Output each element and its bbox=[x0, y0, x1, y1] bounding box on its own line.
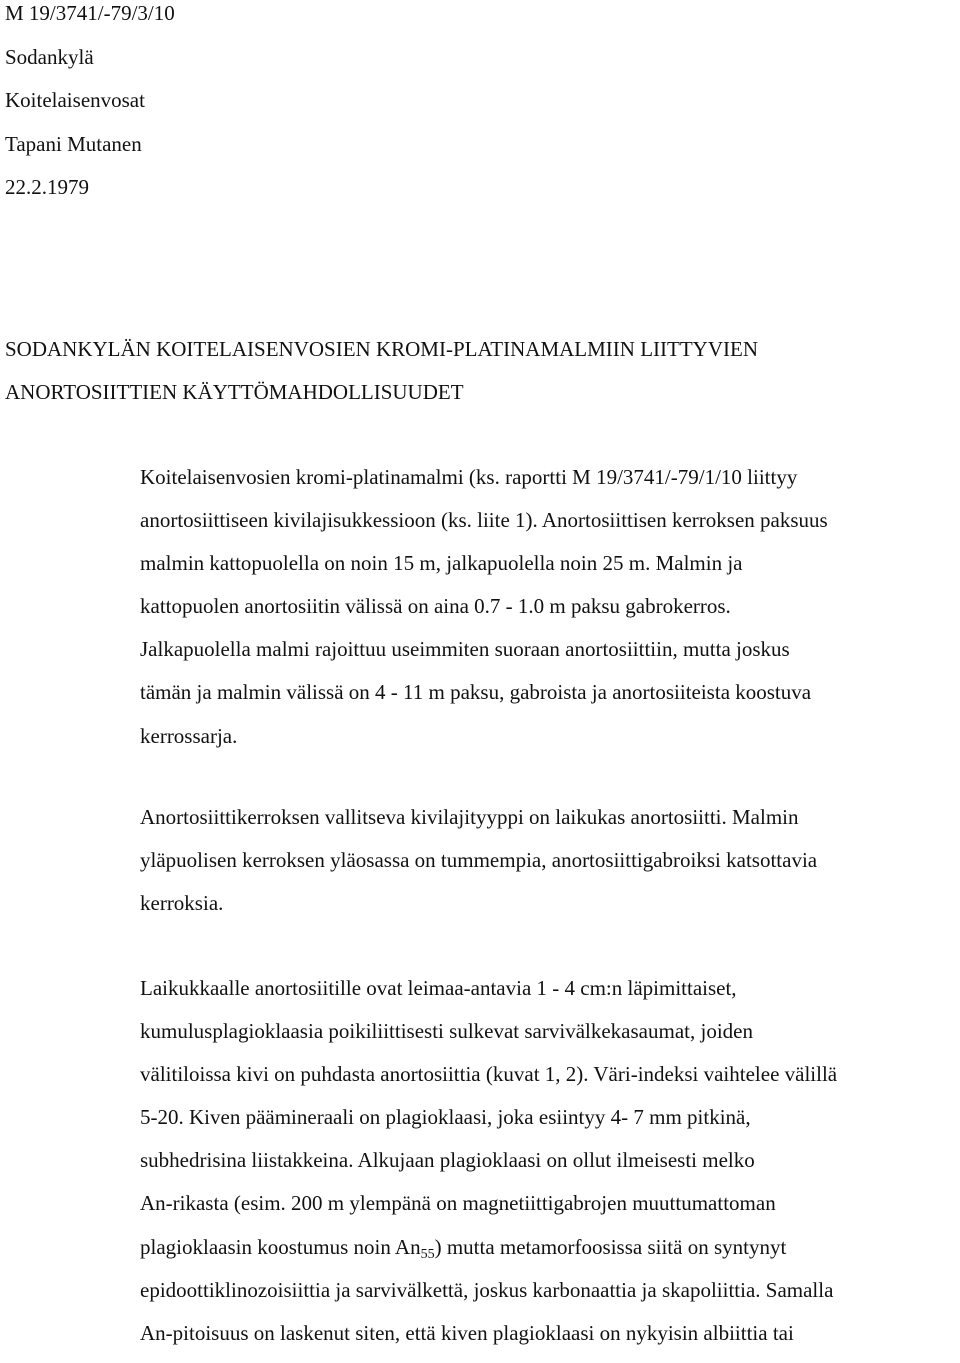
text-line: An-pitoisuus on laskenut siten, että kiven plagioklaasi on nykyisin albiittia tai bbox=[140, 1320, 794, 1345]
text-line: kattopuolen anortosiitin välissä on aina 0.7 - 1.0 m paksu gabrokerros. bbox=[140, 594, 731, 619]
text-line: An-rikasta (esim. 200 m ylempänä on magnetiittigabrojen muuttumattoman bbox=[140, 1191, 776, 1216]
text-line: Anortosiittikerroksen vallitseva kivilajityyppi on laikukas anortosiitti. Malmin bbox=[140, 805, 799, 829]
text-line: epidoottiklinozoisiittia ja sarvivälkettä, joskus karbonaattia ja skapoliittia. Samalla bbox=[140, 1277, 834, 1302]
text-line: anortosiittiseen kivilajisukkessioon (ks. liite 1). Anortosiittisen kerroksen paksuus bbox=[140, 508, 828, 533]
text-line: subhedrisina liistakkeina. Alkujaan plagioklaasi on ollut ilmeisesti melko bbox=[140, 1148, 755, 1173]
text-segment: plagioklaasin koostumus noin An bbox=[140, 1234, 421, 1259]
document-title bbox=[5, 336, 945, 422]
paragraph-2 bbox=[140, 804, 955, 933]
text-line: Jalkapuolella malmi rajoittuu useimmiten suoraan anortosiittiin, mutta joskus bbox=[140, 637, 790, 662]
subscript: 55 bbox=[420, 1246, 435, 1262]
text-line: kerrossarja. bbox=[140, 723, 238, 748]
author: Tapani Mutanen bbox=[5, 131, 142, 156]
document-header bbox=[5, 0, 905, 218]
text-line: kumulusplagioklaasia poikiliittisesti sulkevat sarvivälkekasaumat, joiden bbox=[140, 1019, 753, 1044]
paragraph-1 bbox=[140, 464, 955, 766]
paragraph-3 bbox=[140, 975, 955, 1363]
text-segment: ) mutta metamorfoosissa siitä on syntynyt bbox=[434, 1234, 787, 1259]
text-line: Koitelaisenvosien kromi-platinamalmi (ks. raportti M 19/3741/-79/1/10 liittyy bbox=[140, 465, 798, 489]
area-name: Koitelaisenvosat bbox=[5, 88, 145, 112]
text-line: tämän ja malmin välissä on 4 - 11 m paksu, gabroista ja anortosiiteista koostuva bbox=[140, 680, 812, 705]
location: Sodankylä bbox=[5, 44, 94, 69]
text-line: yläpuolisen kerroksen yläosassa on tummempia, anortosiittigabroiksi katsottavia bbox=[140, 848, 818, 873]
text-line: malmin kattopuolella on noin 15 m, jalkapuolella noin 25 m. Malmin ja bbox=[140, 551, 743, 576]
text-line: 5-20. Kiven päämineraali on plagioklaasi, joka esiintyy 4- 7 mm pitkinä, bbox=[140, 1105, 751, 1130]
text-line: Laikukkaalle anortosiitille ovat leimaa-antavia 1 - 4 cm:n läpimittaiset, bbox=[140, 976, 737, 1000]
text-line: kerroksia. bbox=[140, 891, 224, 916]
title-line-2: ANORTOSIITTIEN KÄYTTÖMAHDOLLISUUDET bbox=[5, 380, 464, 404]
date: 22.2.1979 bbox=[5, 175, 89, 199]
text-line: välitiloissa kivi on puhdasta anortosiittia (kuvat 1, 2). Väri-indeksi vaihtelee välillä bbox=[140, 1062, 838, 1087]
report-number: M 19/3741/-79/3/10 bbox=[5, 1, 175, 25]
title-line-1: SODANKYLÄN KOITELAISENVOSIEN KROMI-PLATINAMALMIIN LIITTYVIEN bbox=[5, 337, 758, 361]
text-line-with-subscript bbox=[140, 1234, 955, 1277]
